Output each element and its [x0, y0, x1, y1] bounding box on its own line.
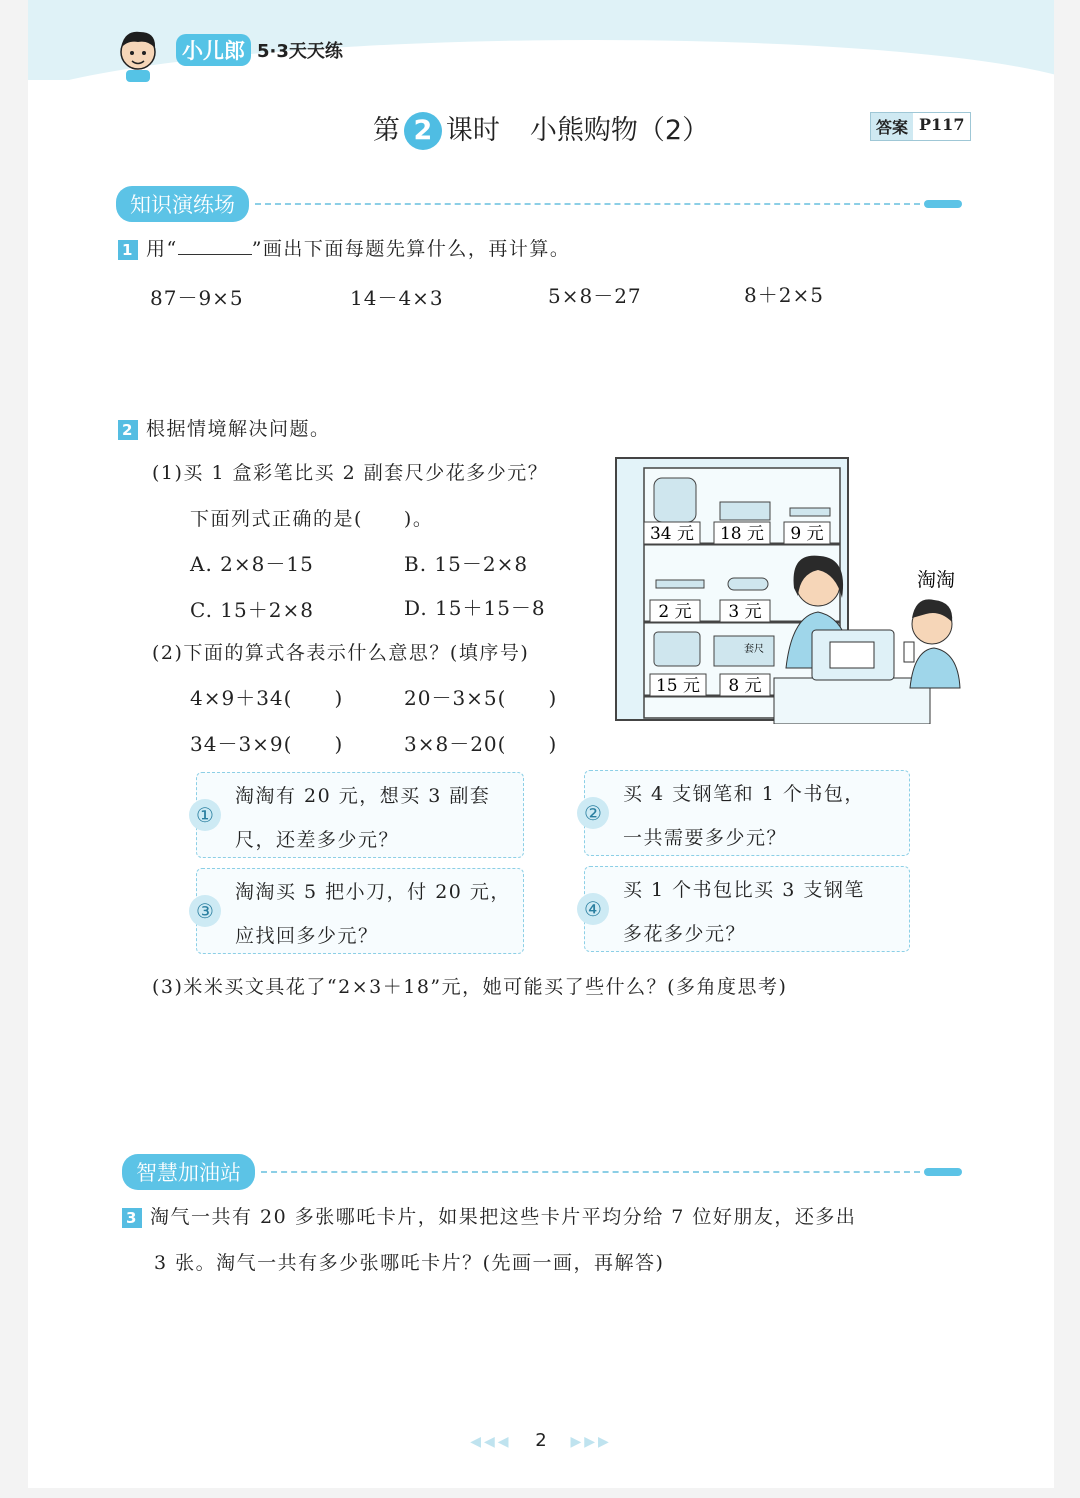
meaning-box-1: [196, 772, 524, 858]
q1-prompt-a: 用“: [146, 238, 178, 260]
q1-prompt-b: ”画出下面每题先算什么，再计算。: [251, 238, 571, 260]
q1-expression: 5×8－27: [548, 284, 642, 308]
part2-item: 3×8－20( ): [404, 732, 558, 756]
lesson-number: 2: [404, 112, 442, 150]
section-header-practice: [116, 186, 962, 222]
q1-expression: 8＋2×5: [744, 283, 824, 307]
q2-part2-question: (2)下面的算式各表示什么意思？(填序号): [152, 642, 530, 664]
underline-sample: [178, 238, 252, 255]
section-label: 智慧加油站: [122, 1154, 255, 1190]
workbook-page: [28, 0, 1054, 1488]
part2-item: 34－3×9( ): [190, 732, 344, 756]
price-tag: 2 元: [658, 602, 692, 622]
section-divider: [261, 1171, 920, 1173]
q2-number: 2: [118, 420, 138, 440]
lesson-prefix: 第: [372, 115, 400, 146]
box-line: 多花多少元？: [623, 923, 747, 945]
answer-reference: [870, 112, 971, 141]
q1-number: 1: [118, 240, 138, 260]
q2-part1-sub: 下面列式正确的是( )。: [190, 508, 434, 530]
pencil-icon: [924, 200, 962, 208]
right-arrows-icon: ▶▶▶: [570, 1434, 612, 1450]
price-tag: 34 元: [649, 524, 695, 544]
box-line: 应找回多少元？: [235, 925, 379, 947]
lesson-suffix: 课时: [445, 115, 500, 146]
box-line: 尺，还差多少元？: [235, 829, 400, 851]
part2-item: 4×9＋34( ): [190, 686, 344, 710]
ruler-label: 套尺: [744, 644, 764, 655]
q2-part3-question: (3)米米买文具花了“2×3＋18”元，她可能买了些什么？(多角度思考): [152, 976, 788, 998]
q3-text: 淘气一共有 20 多张哪吒卡片，如果把这些卡片平均分给 7 位好朋友，还多出: [150, 1206, 857, 1228]
box-line: 淘淘买 5 把小刀，付 20 元，: [235, 881, 511, 903]
section-label: 知识演练场: [116, 186, 249, 222]
price-tag: 8 元: [728, 676, 762, 696]
part2-item: 20－3×5( ): [404, 686, 558, 710]
box-line: 买 4 支钢笔和 1 个书包，: [623, 783, 865, 805]
pencil-icon: [924, 1168, 962, 1176]
boy-mascot-icon: [114, 26, 162, 82]
q1-prompt: [118, 234, 570, 261]
q2-prompt: [118, 414, 331, 441]
q1-expression: 14－4×3: [350, 286, 444, 310]
section-header-challenge: [116, 1154, 962, 1190]
page-number: 2: [535, 1430, 547, 1451]
option-b: B. 15－2×8: [404, 552, 529, 576]
box-number: ②: [577, 797, 609, 829]
answer-page: P117: [919, 115, 965, 134]
meaning-box-2: [584, 770, 910, 856]
meaning-box-4: [584, 866, 910, 952]
box-line: 一共需要多少元？: [623, 827, 788, 849]
q2-prompt-text: 根据情境解决问题。: [146, 418, 331, 440]
price-tag: 3 元: [728, 602, 762, 622]
option-c: C. 15＋2×8: [190, 598, 314, 622]
left-arrows-icon: ◀◀◀: [470, 1434, 512, 1450]
price-tag: 18 元: [719, 524, 765, 544]
lesson-name: 小熊购物（2）: [529, 115, 710, 146]
q3-number: 3: [122, 1208, 142, 1228]
box-number: ④: [577, 893, 609, 925]
series-name: 5·3天天练: [257, 41, 343, 62]
price-tag: 9 元: [790, 524, 824, 544]
brand-logo: 小儿郎: [176, 34, 251, 66]
shop-illustration: [614, 456, 962, 724]
box-line: 淘淘有 20 元，想买 3 副套: [235, 785, 491, 807]
option-d: D. 15＋15－8: [404, 596, 546, 620]
brand-header: [176, 34, 343, 66]
q1-expression: 87－9×5: [150, 286, 244, 310]
price-tag: 15 元: [655, 676, 701, 696]
box-number: ①: [189, 799, 221, 831]
q3-line2: 3 张。淘气一共有多少张哪吒卡片？(先画一画，再解答): [154, 1252, 665, 1274]
q2-part1-question: (1)买 1 盒彩笔比买 2 副套尺少花多少元？: [152, 462, 549, 484]
section-divider: [255, 203, 920, 205]
meaning-box-3: [196, 868, 524, 954]
answer-label: 答案: [871, 113, 913, 140]
box-number: ③: [189, 895, 221, 927]
box-line: 买 1 个书包比买 3 支钢笔: [623, 879, 865, 901]
q3-line1: [122, 1202, 856, 1229]
boy-name-label: 淘淘: [916, 569, 956, 591]
page-footer: [28, 1430, 1054, 1451]
option-a: A. 2×8－15: [190, 552, 314, 576]
